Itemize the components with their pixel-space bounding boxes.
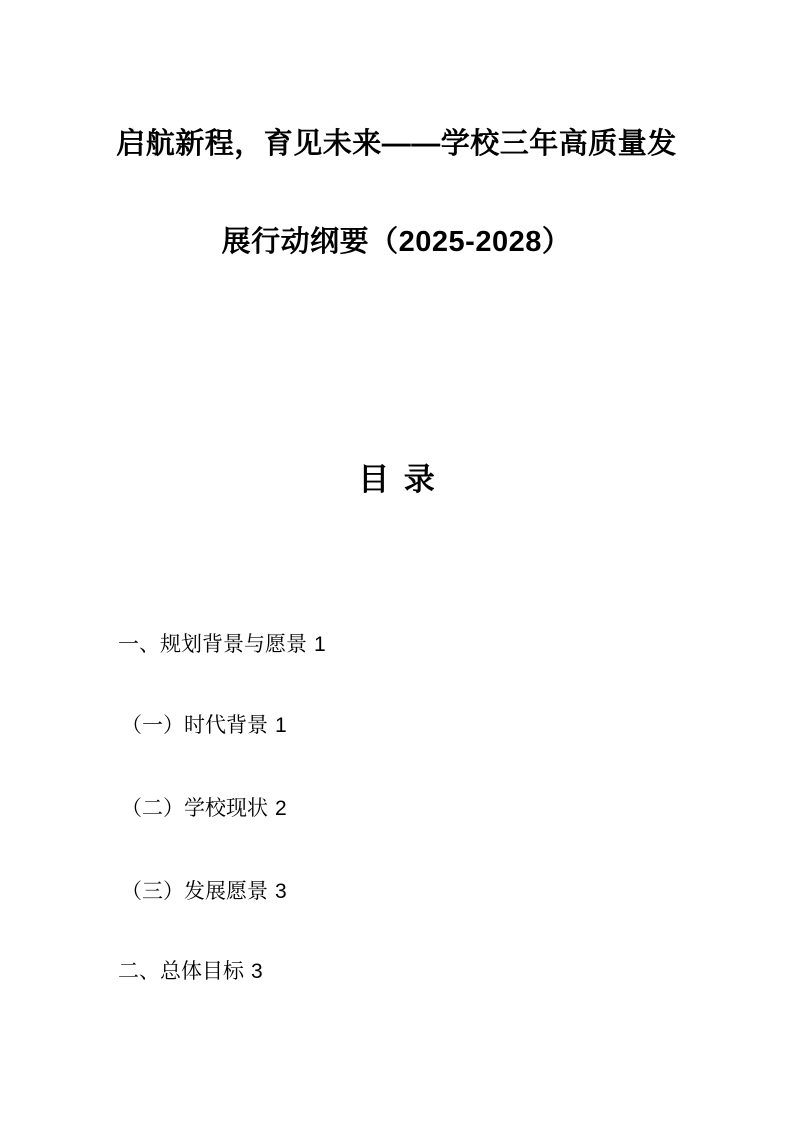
toc-entry-page: 1 <box>275 714 287 737</box>
toc-entry <box>121 796 287 821</box>
toc-entry-page: 3 <box>251 960 263 983</box>
toc-entry <box>118 632 326 657</box>
toc-entry <box>121 713 287 738</box>
toc-entry <box>118 959 263 984</box>
toc-entry-label: （二）学校现状 <box>121 797 268 820</box>
toc-entry-page: 3 <box>275 880 287 903</box>
toc-entry-label: 二、总体目标 <box>118 960 244 983</box>
document-title-line1: 启航新程，育见未来——学校三年高质量发 <box>116 128 677 160</box>
toc-entry-page: 2 <box>275 797 287 820</box>
toc-entry-label: （一）时代背景 <box>121 714 268 737</box>
toc-entry-label: （三）发展愿景 <box>121 880 268 903</box>
toc-entry-page: 1 <box>314 633 326 656</box>
toc-entry-label: 一、规划背景与愿景 <box>118 633 307 656</box>
document-title-line2: 展行动纲要（2025-2028） <box>221 226 572 258</box>
toc-heading: 目 录 <box>358 462 435 497</box>
toc-entry <box>121 879 287 904</box>
